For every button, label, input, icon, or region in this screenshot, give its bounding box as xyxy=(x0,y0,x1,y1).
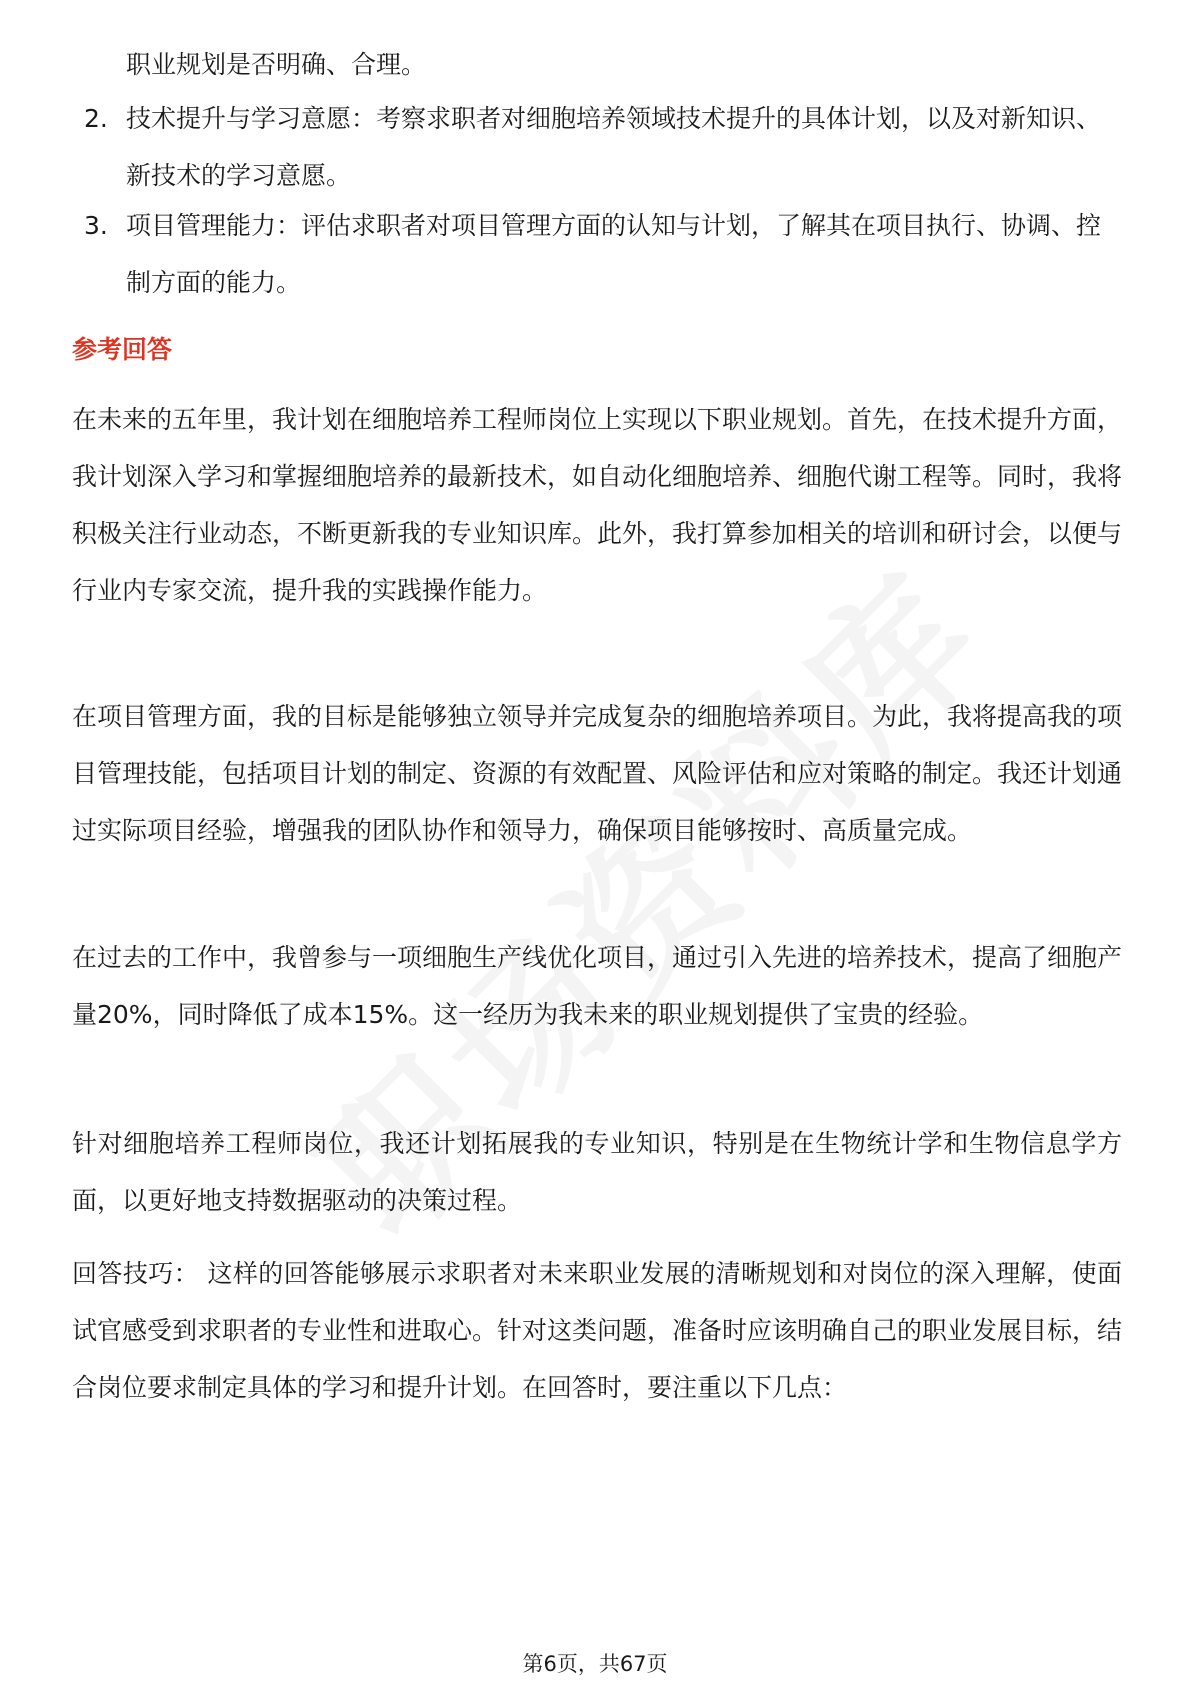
list-text: 技术提升与学习意愿：考察求职者对细胞培养领域技术提升的具体计划，以及对新知识、新技术的学习意愿。 xyxy=(126,104,1102,190)
answer-paragraph: 在项目管理方面，我的目标是能够独立领导并完成复杂的细胞培养项目。为此，我将提高我的项目管理技能，包括项目计划的制定、资源的有效配置、风险评估和应对策略的制定。我还计划通过实际项目经验，增强我的团队协作和领导力，确保项目能够按时、高质量完成。 xyxy=(72,702,1123,845)
answer-paragraph: 针对细胞培养工程师岗位，我还计划拓展我的专业知识，特别是在生物统计学和生物信息学方面，以更好地支持数据驱动的决策过程。 xyxy=(72,1129,1122,1215)
list-number: 2. xyxy=(84,104,108,133)
list-item-continuation: 职业规划是否明确、合理。 xyxy=(126,50,427,79)
section-heading: 参考回答 xyxy=(72,335,173,364)
list-text: 项目管理能力：评估求职者对项目管理方面的认知与计划，了解其在项目执行、协调、控制方面的能力。 xyxy=(126,211,1102,297)
answer-paragraph: 在过去的工作中，我曾参与一项细胞生产线优化项目，通过引入先进的培养技术，提高了细胞产量20%，同时降低了成本15%。这一经历为我未来的职业规划提供了宝贵的经验。 xyxy=(72,943,1123,1029)
answer-paragraph: 在未来的五年里，我计划在细胞培养工程师岗位上实现以下职业规划。首先，在技术提升方面，我计划深入学习和掌握细胞培养的最新技术，如自动化细胞培养、细胞代谢工程等。同时，我将积极关注行业动态，不断更新我的专业知识库。此外，我打算参加相关的培训和研讨会，以便与行业内专家交流，提升我的实践操作能力。 xyxy=(72,405,1123,605)
page-number-footer: 第6页，共67页 xyxy=(522,1652,668,1676)
list-number: 3. xyxy=(84,211,108,240)
answer-tips-paragraph: 回答技巧： 这样的回答能够展示求职者对未来职业发展的清晰规划和对岗位的深入理解，使面试官感受到求职者的专业性和进取心。针对这类问题，准备时应该明确自己的职业发展目标，结合岗位要求制定具体的学习和提升计划。在回答时，要注重以下几点： xyxy=(72,1259,1123,1402)
